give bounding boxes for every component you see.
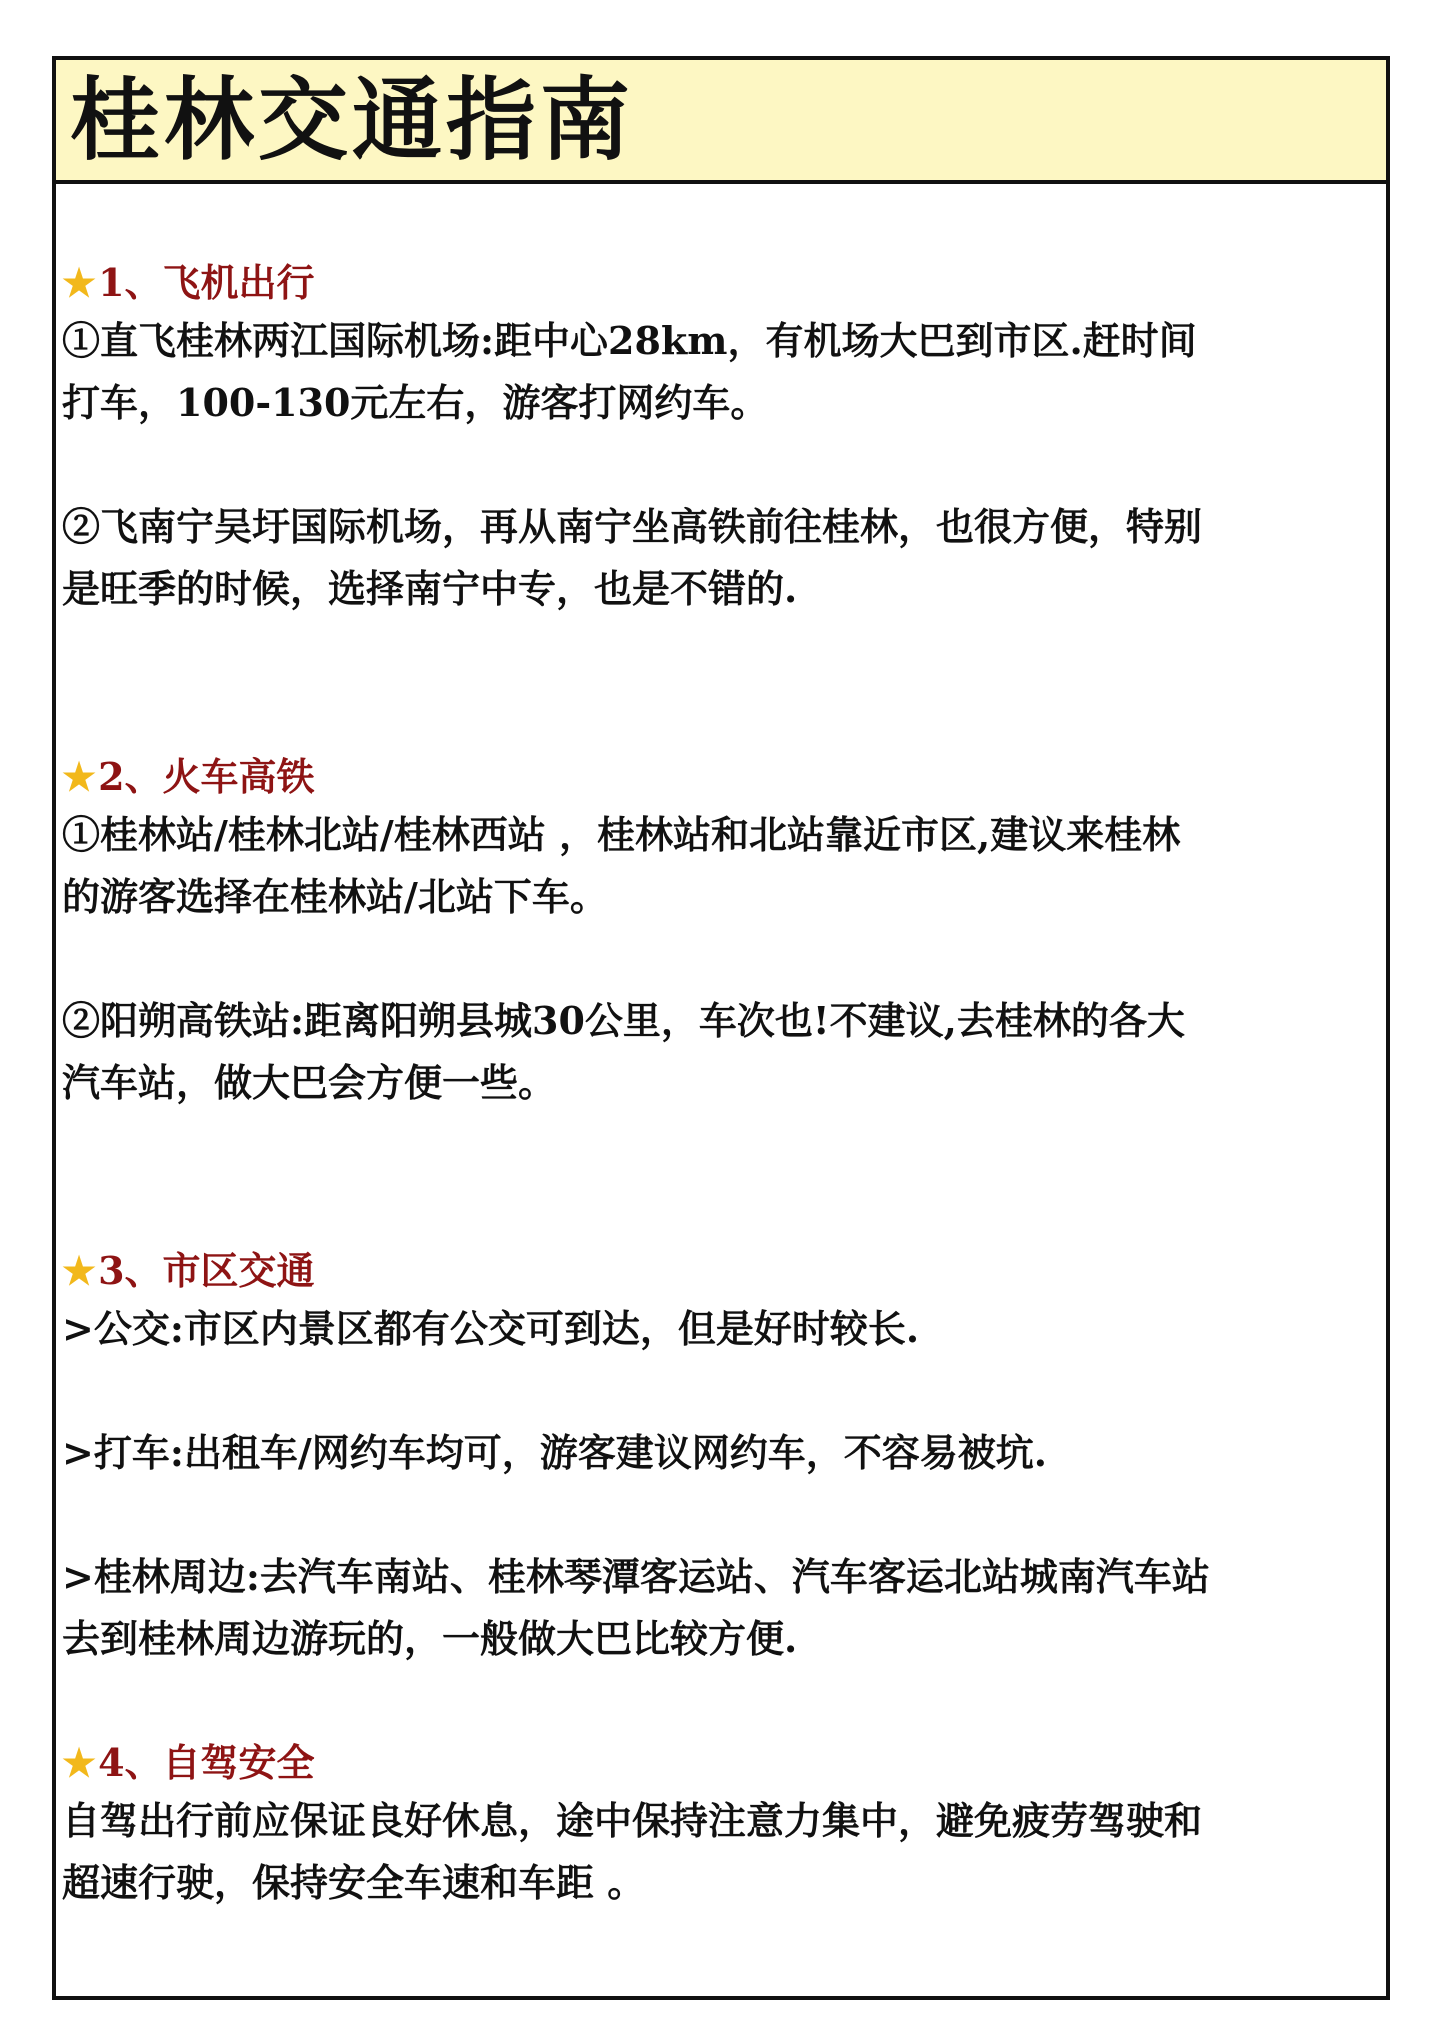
- paragraph-line: >桂林周边:去汽车南站、桂林琴潭客运站、汽车客运北站城南汽车站: [62, 1554, 1210, 1599]
- paragraph-line: >打车:出租车/网约车均可，游客建议网约车，不容易被坑.: [62, 1430, 1047, 1475]
- guide-card: [52, 56, 1390, 2000]
- section-train: [62, 754, 1392, 1114]
- paragraph-line: ①桂林站/桂林北站/桂林西站 ，桂林站和北站靠近市区,建议来桂林: [62, 812, 1181, 857]
- section-driving: [62, 1740, 1392, 1914]
- star-icon: ★: [62, 1740, 97, 1785]
- paragraph-line: ①直飞桂林两江国际机场:距中心28km，有机场大巴到市区.赶时间: [62, 318, 1197, 363]
- section-heading: [62, 260, 1392, 310]
- section-heading-label: 2、火车高铁: [98, 754, 315, 799]
- section-heading-label: 3、市区交通: [98, 1248, 315, 1293]
- section-heading-label: 1、飞机出行: [98, 260, 315, 305]
- star-icon: ★: [62, 754, 97, 799]
- paragraph-line: 打车，100-130元左右，游客打网约车。: [62, 380, 769, 425]
- page-title: 桂林交通指南: [70, 67, 634, 173]
- section-heading: [62, 754, 1392, 804]
- section-heading: [62, 1740, 1392, 1790]
- paragraph-line: 汽车站，做大巴会方便一些。: [62, 1060, 557, 1105]
- section-flight: [62, 260, 1392, 620]
- paragraph-line: ②阳朔高铁站:距离阳朔县城30公里，车次也!不建议,去桂林的各大: [62, 998, 1185, 1043]
- paragraph-line: ②飞南宁吴圩国际机场，再从南宁坐高铁前往桂林，也很方便，特别: [62, 504, 1203, 549]
- paragraph-line: >公交:市区内景区都有公交可到达，但是好时较长.: [62, 1306, 920, 1351]
- paragraph-line: 去到桂林周边游玩的，一般做大巴比较方便.: [62, 1616, 798, 1661]
- section-city: [62, 1248, 1392, 1670]
- star-icon: ★: [62, 1248, 97, 1293]
- paragraph-line: 超速行驶，保持安全车速和车距 。: [62, 1860, 646, 1905]
- section-heading-label: 4、自驾安全: [98, 1740, 315, 1785]
- star-icon: ★: [62, 260, 97, 305]
- section-heading: [62, 1248, 1392, 1298]
- title-banner: [56, 60, 1386, 184]
- paragraph-line: 自驾出行前应保证良好休息，途中保持注意力集中，避免疲劳驾驶和: [62, 1798, 1203, 1843]
- paragraph-line: 是旺季的时候，选择南宁中专，也是不错的.: [62, 566, 798, 611]
- paragraph-line: 的游客选择在桂林站/北站下车。: [62, 874, 608, 919]
